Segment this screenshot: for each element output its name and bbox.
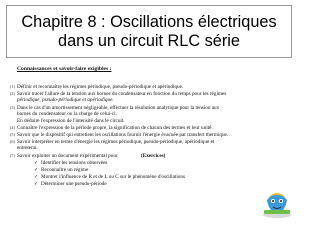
item-line: Savoir exploiter un document expérimental pour <box>17 153 118 159</box>
check-icon: ✓ <box>34 168 39 173</box>
item-number: (6) <box>10 139 15 144</box>
mascot-illustration <box>259 186 295 220</box>
item-number: (7) <box>10 153 15 158</box>
item-line: périodique, pseudo-périodique et apériodique. <box>17 97 114 104</box>
chapter-title-box <box>6 5 292 58</box>
exercise-label: (Exercices) <box>141 153 166 159</box>
item-number: (3) <box>10 105 15 110</box>
section-heading: Connaissances et savoir-faire exigibles : <box>17 66 112 72</box>
item-number: (1) <box>10 84 15 89</box>
item-number: (4) <box>10 125 15 130</box>
check-icon: ✓ <box>34 182 39 187</box>
item-line: Savoir interpréter en terme d'énergie les régimes périodique, pseudo-périodique, apériodique et <box>17 139 215 145</box>
item-line: Savoir que le dispositif qui entretient les oscillations fournit l'énergie évacuée par transfert thermique. <box>17 132 229 138</box>
item-line: entretenu. <box>17 145 38 152</box>
chapter-title-line-2: dans un circuit RLC série <box>58 32 240 50</box>
check-list-item: ✓ Déterminer une pseudo-période <box>34 181 107 187</box>
item-line: Connaître l'expression de la période propre, la signification de chacun des termes et leur unité. <box>17 125 213 131</box>
check-list-item: ✓ Montrer l'influence de R et de L ou C sur le phénomène d'oscillations <box>34 174 186 180</box>
check-list-item: ✓ Identifier les tensions observées <box>34 160 108 166</box>
item-line: Dans le cas d'un amortissement négligeable, effectuer la résolution analytique pour la tension aux <box>17 105 220 111</box>
item-line: bornes du condensateur ou la charge de celui-ci. <box>17 111 117 118</box>
check-icon: ✓ <box>34 175 39 180</box>
check-icon: ✓ <box>34 161 39 166</box>
item-number: (2) <box>10 91 15 96</box>
check-list-item: ✓ Reconnaître un régime <box>34 167 89 173</box>
item-number: (5) <box>10 132 15 137</box>
item-line: Savoir tracer l'allure de la tension aux bornes du condensateur en fonction du temps pour les régimes <box>17 91 227 97</box>
chapter-title-line-1: Chapitre 8 : Oscillations électriques <box>21 13 277 31</box>
item-line: En déduire l'expression de l'intensité dans le circuit. <box>17 117 125 124</box>
item-line: Définir et reconnaître les régimes périodique, pseudo-périodique et apériodique. <box>17 84 184 90</box>
